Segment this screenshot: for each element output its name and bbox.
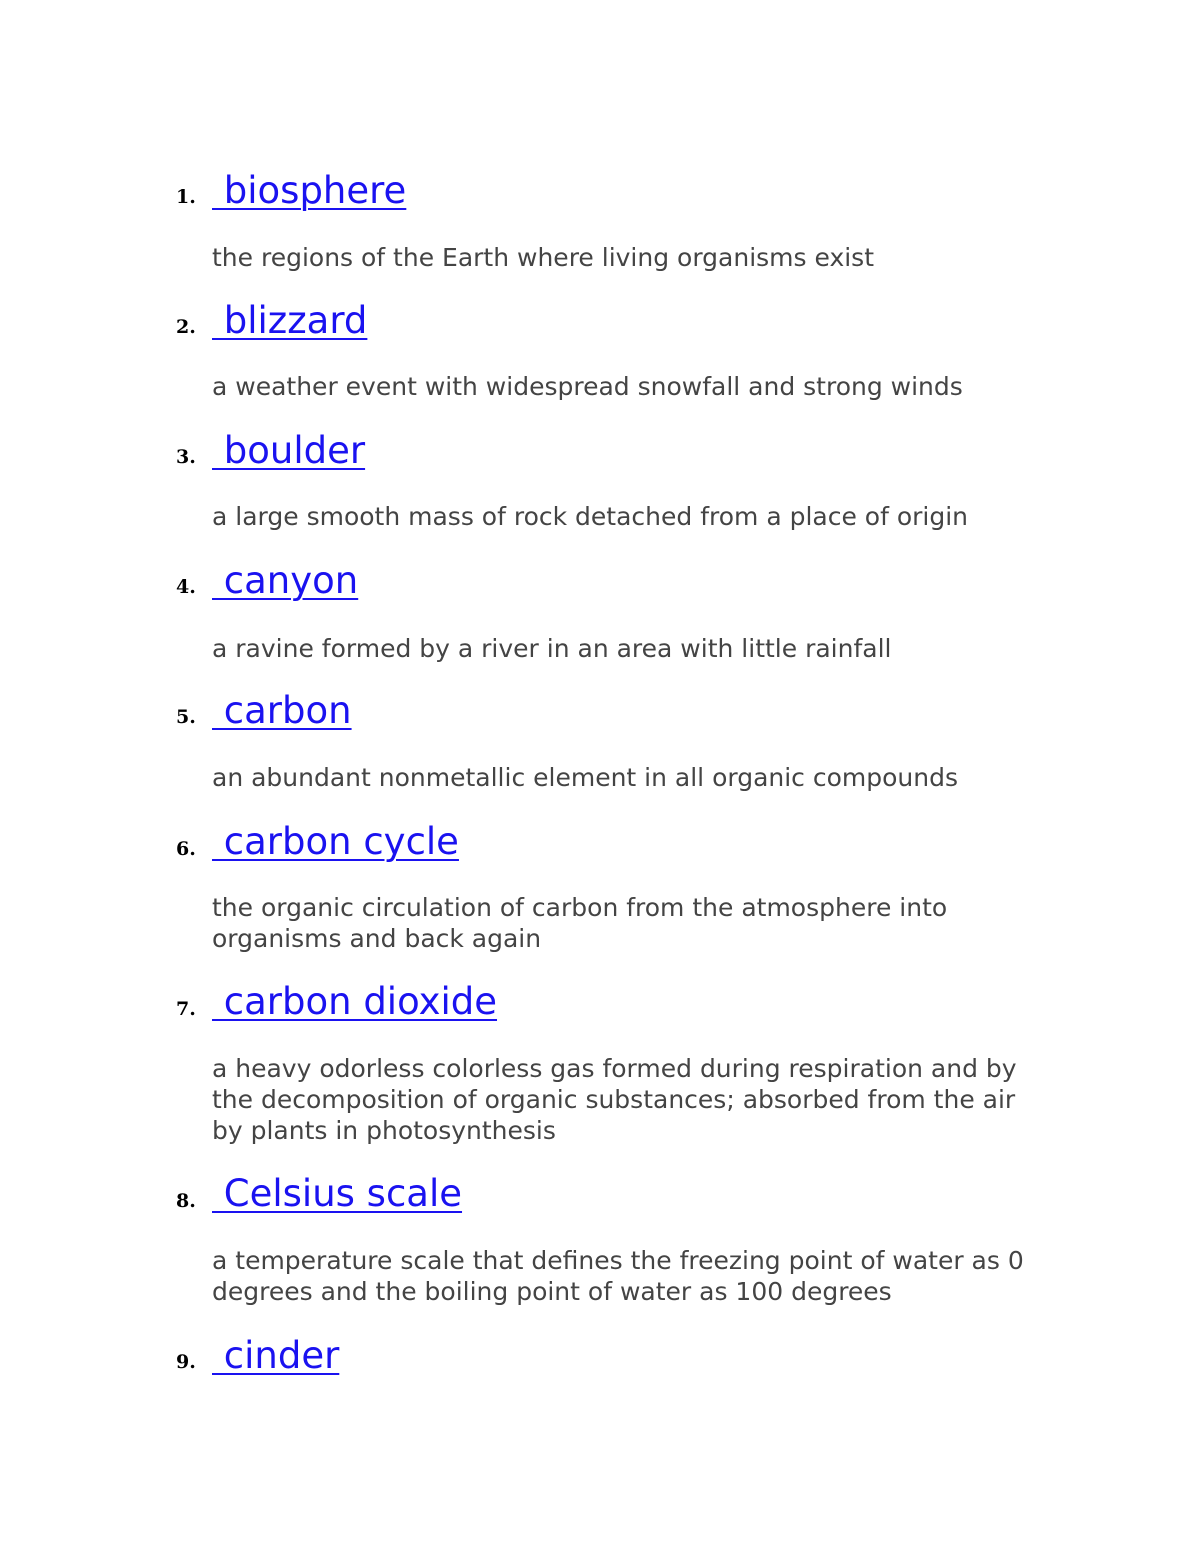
term-link-canyon[interactable]: canyon [212, 559, 359, 602]
entry-number: 5. [176, 706, 196, 728]
entry-number: 2. [176, 316, 196, 338]
term-link-biosphere[interactable]: biosphere [212, 169, 407, 212]
entry-number: 1. [176, 186, 196, 208]
term-link-celsius-scale[interactable]: Celsius scale [212, 1172, 463, 1215]
term-definition: the regions of the Earth where living organisms exist [212, 243, 875, 272]
entry-number: 6. [176, 838, 196, 860]
term-link-boulder[interactable]: boulder [212, 429, 366, 472]
term-link-cinder[interactable]: cinder [212, 1334, 340, 1377]
entry-number: 3. [176, 446, 196, 468]
term-definition: an abundant nonmetallic element in all organic compounds [212, 763, 959, 792]
term-link-blizzard[interactable]: blizzard [212, 299, 368, 342]
term-link-carbon-cycle[interactable]: carbon cycle [212, 820, 459, 863]
term-definition: a weather event with widespread snowfall and strong winds [212, 372, 963, 401]
entry-number: 9. [176, 1351, 196, 1373]
term-link-carbon[interactable]: carbon [212, 689, 352, 732]
entry-number: 4. [176, 576, 196, 598]
term-definition: a large smooth mass of rock detached from a place of origin [212, 502, 969, 531]
term-definition: a heavy odorless colorless gas formed during respiration and by the decomposition of organic substances; absorbed from the air by plants in photosynthesis [212, 1054, 1017, 1145]
term-definition: a temperature scale that defines the freezing point of water as 0 degrees and the boiling point of water as 100 degrees [212, 1246, 1024, 1306]
term-link-carbon-dioxide[interactable]: carbon dioxide [212, 980, 498, 1023]
term-definition: the organic circulation of carbon from the atmosphere into organisms and back again [212, 893, 948, 953]
entry-number: 7. [176, 998, 196, 1020]
entry-number: 8. [176, 1190, 196, 1212]
term-definition: a ravine formed by a river in an area with little rainfall [212, 634, 892, 663]
